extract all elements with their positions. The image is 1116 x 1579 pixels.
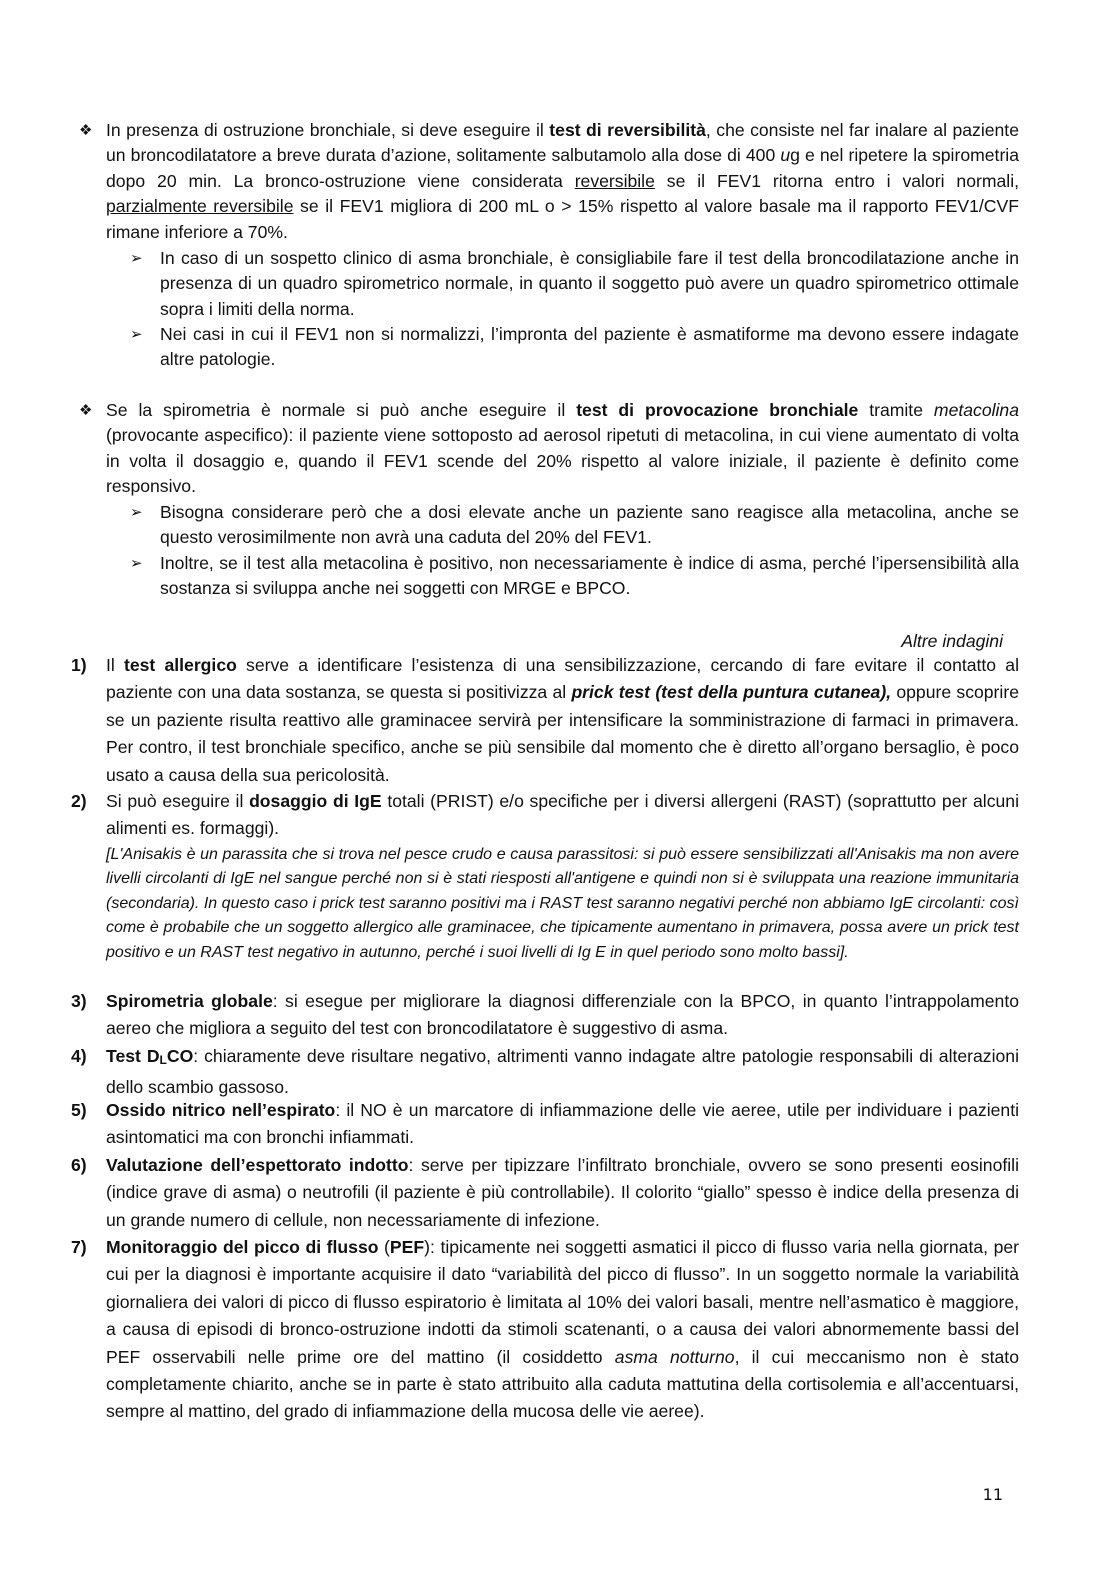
item-text xyxy=(106,1152,1019,1234)
text-run: Si può eseguire il xyxy=(106,791,250,811)
arrow-bullet-icon: ➢ xyxy=(130,250,143,267)
list-item xyxy=(71,652,1019,789)
list-item xyxy=(71,1097,1019,1152)
text-run: totali (PRIST) e/o specifiche per i diversi allergeni (RAST) (soprattutto per alcuni alimenti es. formaggi). xyxy=(106,791,1019,839)
text-run: asma notturno xyxy=(614,1346,735,1367)
sub-bullet-text: Nei casi in cui il FEV1 non si normalizzi, l’impronta del paziente è asmatiforme ma devono essere indagate altre patologie. xyxy=(160,324,1019,370)
item-number: 6) xyxy=(71,1155,87,1175)
text-run: Se la spirometria è normale si può anche eseguire il xyxy=(106,400,577,420)
item-text xyxy=(106,1043,1019,1102)
item-note: [L'Anisakis è un parassita che si trova nel pesce crudo e causa parassitosi: si può essere sensibilizzati all'Anisakis ma non avere livelli circolanti di IgE nel sangue perché non si è stati riesposti all'antigene e quindi non si è sviluppata una reazione immunitaria (secondaria). In questo caso i prick test saranno positivi ma i RAST test saranno negativi perché non abbiamo IgE circolanti: così come è probabile che un soggetto allergico alle graminacee, che tipicamente aumentano in primavera, possa avere un prick test positivo e un RAST test negativo in autunno, perché i suoi livelli di Ig E in quel periodo sono molto bassi]. xyxy=(106,845,1019,961)
page-number: 11 xyxy=(982,1485,1003,1504)
list-item xyxy=(71,1234,1019,1426)
sub-bullet-text: Bisogna considerare però che a dosi elevate anche un paziente sano reagisce alla metacolina, anche se questo verosimilmente non avrà una caduta del 20% del FEV1. xyxy=(160,502,1019,548)
item-text xyxy=(106,788,1019,843)
item-text xyxy=(106,988,1019,1043)
item-text xyxy=(106,1234,1019,1426)
text-run: In presenza di ostruzione bronchiale, si deve eseguire il xyxy=(106,120,550,140)
text-run: (provocante aspecifico): il paziente viene sottoposto ad aerosol ripetuti di metacolina, in cui viene aumentato di volta in volta il dosaggio e, quando il FEV1 scende del 20% rispetto al valore iniziale, il paziente è definito come responsivo. xyxy=(106,425,1019,497)
text-run: tramite xyxy=(858,400,934,420)
bullet-text xyxy=(106,398,1019,500)
bullet-text xyxy=(106,118,1019,245)
diamond-bullet-icon: ❖ xyxy=(79,402,93,419)
text-run: se il FEV1 migliora di 200 mL o > 15% rispetto al valore basale ma il rapporto FEV1/CVF rimane inferiore a 70%. xyxy=(106,196,1019,242)
text-run: L xyxy=(159,1053,167,1067)
bullet-provocation-test xyxy=(79,398,1019,500)
text-run: ( xyxy=(378,1237,390,1257)
item-number: 4) xyxy=(71,1046,87,1066)
text-run: reversibile xyxy=(574,170,655,191)
text-run: prick test (test della puntura cutanea), xyxy=(571,682,892,703)
diamond-bullet-icon: ❖ xyxy=(79,122,93,139)
sub-bullet xyxy=(130,551,1019,602)
item-number: 5) xyxy=(71,1100,87,1120)
bullet-reversibility-test xyxy=(79,118,1019,245)
text-run: : si esegue per migliorare la diagnosi differenziale con la BPCO, in quanto l’intrappolamento aereo che migliora a seguito del test con broncodilatatore è suggestivo di asma. xyxy=(106,991,1019,1039)
sub-bullet-text: Inoltre, se il test alla metacolina è positivo, non necessariamente è indice di asma, perché l’ipersensibilità alla sostanza si sviluppa anche nei soggetti con MRGE e BPCO. xyxy=(160,553,1019,599)
text-run: , che consiste nel far inalare al paziente un broncodilatatore a breve durata d’azione, solitamente salbutamolo alla dose di 400 xyxy=(106,120,1019,166)
text-run: se il FEV1 ritorna entro i valori normali, xyxy=(654,170,1019,191)
text-run: dosaggio di IgE xyxy=(249,791,382,811)
sub-bullet xyxy=(130,246,1019,322)
item-text xyxy=(106,652,1019,789)
text-run: ): tipicamente nei soggetti asmatici il picco di flusso varia nella giornata, per cui per la diagnosi è importante acquisire il dato “variabilità del picco di flusso”. In un soggetto normale la variabilità giornaliera dei valori di picco di flusso espiratorio è limitata al 10% dei valori basali, mentre nell’asmatico è maggiore, a causa di episodi di bronco-ostruzione indotti da stimoli scatenanti, o a causa dei valori abnormemente bassi del PEF osservabili nelle prime ore del mattino (il cosiddetto xyxy=(106,1237,1020,1367)
arrow-bullet-icon: ➢ xyxy=(130,555,143,572)
text-run: test allergico xyxy=(124,655,237,675)
text-run: test di provocazione bronchiale xyxy=(576,400,859,420)
text-run: u xyxy=(780,145,791,166)
text-run: Monitoraggio del picco di flusso xyxy=(106,1237,379,1257)
item-number: 2) xyxy=(71,791,87,811)
list-item xyxy=(71,1043,1019,1102)
sub-bullet xyxy=(130,500,1019,551)
list-item xyxy=(71,788,1019,965)
text-run: Ossido nitrico nell’espirato xyxy=(106,1100,336,1120)
text-run: , il cui meccanismo non è stato completamente chiarito, anche se in parte è stato attribuito alla caduta mattutina della cortisolemia e all’accentuarsi, sempre al mattino, del grado di infiammazione della mucosa delle vie aeree). xyxy=(106,1346,1019,1422)
arrow-bullet-icon: ➢ xyxy=(130,504,143,521)
text-run: test di reversibilità xyxy=(549,120,706,140)
item-number: 7) xyxy=(71,1237,87,1257)
sub-bullet xyxy=(130,322,1019,373)
list-item xyxy=(71,1152,1019,1234)
item-number: 1) xyxy=(71,655,87,675)
text-run: metacolina xyxy=(933,400,1020,420)
list-item xyxy=(71,988,1019,1043)
sub-bullet-text: In caso di un sospetto clinico di asma bronchiale, è consigliabile fare il test della broncodilatazione anche in presenza di un quadro spirometrico normale, in quanto il soggetto può avere un quadro spirometrico ottimale sopra i limiti della norma. xyxy=(160,248,1019,319)
text-run: : serve per tipizzare l’infiltrato bronchiale, ovvero se sono presenti eosinofili (indice grave di asma) o neutrofili (il paziente è più controllabile). Il colorito “giallo” spesso è indice della presenza di un grande numero di cellule, non necessariamente di infezione. xyxy=(106,1155,1019,1230)
text-run: oppure scoprire se un paziente risulta reattivo alle graminacee servirà per intensificare la somministrazione di farmaci in primavera. Per contro, il test bronchiale specifico, anche se più sensibile dal momento che è diretto all’organo bersaglio, è poco usato a causa della sua pericolosità. xyxy=(106,682,1019,785)
item-text xyxy=(106,1097,1019,1152)
text-run: parzialmente reversibile xyxy=(106,196,294,217)
text-run: Test D xyxy=(106,1046,160,1066)
text-run: g e nel ripetere la spirometria dopo 20 min. La bronco-ostruzione viene considerata xyxy=(106,145,1019,191)
item-number: 3) xyxy=(71,991,87,1011)
text-run: CO xyxy=(166,1046,194,1066)
text-run: PEF xyxy=(389,1237,425,1257)
text-run: Valutazione dell’espettorato indotto xyxy=(106,1155,409,1175)
arrow-bullet-icon: ➢ xyxy=(130,326,143,343)
section-heading: Altre indagini xyxy=(901,631,1003,651)
text-run: : chiaramente deve risultare negativo, altrimenti vanno indagate altre patologie responsabili di alterazioni dello scambio gassoso. xyxy=(106,1046,1019,1098)
text-run: Spirometria globale xyxy=(106,991,273,1011)
text-run: Il xyxy=(106,655,124,675)
text-run: : il NO è un marcatore di infiammazione delle vie aeree, utile per individuare i pazienti asintomatici ma con bronchi infiammati. xyxy=(106,1100,1019,1148)
text-run: serve a identificare l’esistenza di una sensibilizzazione, cercando di fare evitare il contatto al paziente con una data sostanza, se questa si positivizza al xyxy=(106,655,1019,703)
